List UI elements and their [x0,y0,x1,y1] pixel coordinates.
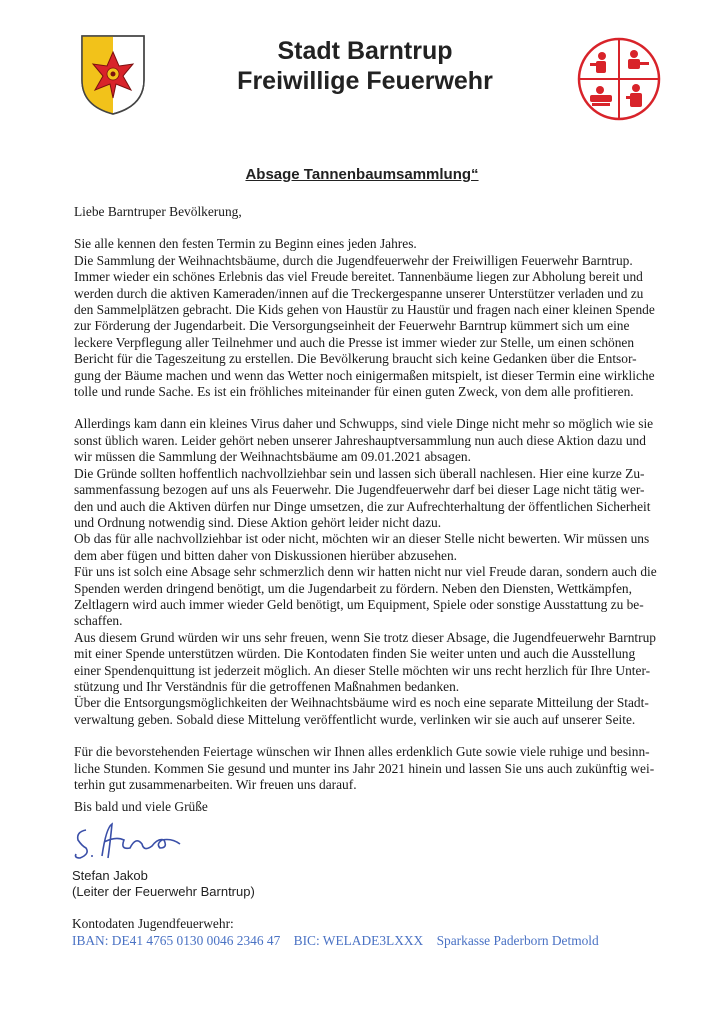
text-line: schaffen. [74,613,123,629]
text-line: dem aber fügen und bitten daher von Diskussionen hierüber abzusehen. [74,547,458,563]
text-line: tolle und runde Sache. Es ist ein fröhliches miteinander für einen guten Zweck, von dem alle profitieren. [74,384,634,400]
closing: Bis bald und viele Grüße [74,799,208,814]
paragraph-3 [74,744,658,793]
text-line: Die Sammlung der Weihnachtsbäume, durch die Jugendfeuerwehr der Freiwilligen Feuerwehr Barntrup. [74,252,633,268]
text-line: den und auch die Aktiven dürfen nur Dinge umsetzen, die zur Aufrechterhaltung der öffentlichen Sicherheit [74,498,651,514]
text-line: Zeltlagern wird auch immer wieder Geld benötigt, um Equipment, Spiele oder sonstige Ausstattung zu be- [74,596,644,612]
text-line: Für uns ist solch eine Absage sehr schmerzlich denn wir hatten nicht nur viel Freude daran, sondern auch die [74,564,657,580]
text-line: verwaltung geben. Sobald diese Mittelung veröffentlicht wurde, verlinken wir sie auch auf unserer Seite. [74,711,636,727]
bank-iban: IBAN: DE41 4765 0130 0046 2346 47 [72,933,281,948]
signer-role: (Leiter der Feuerwehr Barntrup) [72,884,255,899]
letter-subject: Absage Tannenbaumsammlung“ [245,166,479,183]
text-line: wir müssen die Sammlung der Weihnachtsbäume am 09.01.2021 absagen. [74,449,471,465]
bank-label: Kontodaten Jugendfeuerwehr: [72,916,234,931]
text-line: und Ordnung notwendig sind. Diese Aktion gehört leider nicht dazu. [74,514,442,530]
text-line: den Sammelplätzen gebracht. Die Kids gehen von Haustür zu Haustür und fragen nach einer kleinen Spende [74,302,655,318]
text-line: Für die bevorstehenden Feiertage wünschen wir Ihnen alles erdenklich Gute sowie viele ruhige und besinn- [74,744,650,760]
text-line: leckere Verpflegung aller Teilnehmer und auch die Presse ist immer wieder zur Stelle, um einen schönen [74,334,635,350]
text-line: Bericht für die Tageszeitung zu erstellen. Die Bevölkerung braucht sich keine Gedanken über die Entsor- [74,351,637,367]
handwritten-signature-icon [72,818,192,866]
paragraph-2 [74,416,658,728]
text-line: werden durch die aktiven Kameraden/innen auf die Treckergespanne unserer Unterstützer verladen und zu [74,285,644,301]
bank-name: Sparkasse Paderborn Detmold [436,933,599,948]
text-line: stützung und Ihr Verständnis für die getroffenen Maßnahmen bedanken. [74,678,460,694]
text-line: Aus diesem Grund würden wir uns sehr freuen, wenn Sie trotz dieser Absage, die Jugendfeuerwehr Barntrup [74,629,656,645]
text-line: sammenfassung bezogen auf uns als Feuerwehr. Die Jugendfeuerwehr darf bei dieser Lage nicht tätig wer- [74,482,645,498]
text-line: einer Spendenquittung ist jederzeit möglich. An dieser Stelle möchten wir uns recht herzlich für Ihre Unter- [74,662,651,678]
letterhead-fire-brigade: Freiwillige Feuerwehr [237,67,493,95]
text-line: gung der Bäume machen und wenn das Wetter noch einigermaßen mitspielt, ist dieser Termin eine wirkliche [74,367,655,383]
text-line: mit einer Spende unterstützen würden. Die Kontodaten finden Sie weiter unten und auch die Ausstellung [74,646,636,662]
salutation: Liebe Barntruper Bevölkerung, [74,204,242,219]
text-line: Immer wieder ein schönes Erlebnis das viel Freude bereitet. Tannenbäume liegen zur Abholung bereit und [74,269,643,285]
bank-details [72,933,609,949]
text-line: Spenden werden dringend benötigt, um die Jugendarbeit zu fördern. Neben den Diensten, Wettkämpfen, [74,580,632,596]
text-line: liche Stunden. Kommen Sie gesund und munter ins Jahr 2021 hinein und lassen Sie uns auch zukünftig wei- [74,760,655,776]
text-line: Ob das für alle nachvollziehbar ist oder nicht, möchten wir an dieser Stelle nicht bewerten. Wir müssen uns [74,531,650,547]
bank-bic: BIC: WELADE3LXXX [293,933,424,948]
paragraph-1 [74,236,658,400]
city-crest-icon [80,34,146,116]
letterhead [180,36,550,96]
signer-name: Stefan Jakob [72,868,148,883]
text-line: zur Förderung der Jugendarbeit. Die Versorgungseinheit der Feuerwehr Barntrup kümmert sich um eine [74,318,630,334]
letter-body [74,204,658,793]
text-line: Sie alle kennen den festen Termin zu Beginn eines jeden Jahres. [74,236,417,252]
text-line: terhin gut zusammenarbeiten. Wir freuen uns darauf. [74,777,357,792]
signer-block [72,868,255,900]
fire-brigade-emblem-icon [576,36,662,122]
text-line: Die Gründe sollten hoffentlich nachvollziehbar sein und lassen sich überall nachlesen. Hier eine kurze Zu- [74,465,645,481]
letterhead-city: Stadt Barntrup [277,37,453,65]
text-line: Allerdings kam dann ein kleines Virus daher und Schwupps, sind viele Dinge nicht mehr so möglich wie sie [74,416,654,432]
text-line: Über die Entsorgungsmöglichkeiten der Weihnachtsbäume wird es noch eine separate Mitteilung der Stadt- [74,695,649,711]
text-line: sonst üblich waren. Leider gehört neben unserer Jahreshauptversammlung nun auch diese Aktion dazu und [74,432,646,448]
